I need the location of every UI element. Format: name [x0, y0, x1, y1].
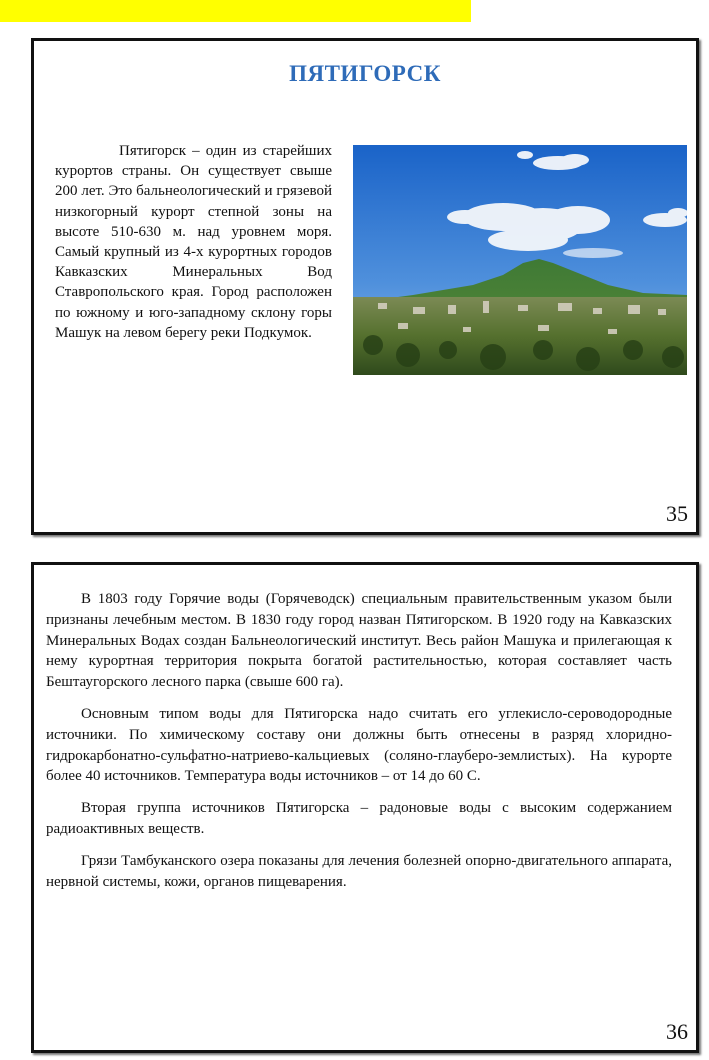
page-number: 36 [666, 1019, 688, 1044]
mountain-town-photo [353, 145, 687, 375]
page-number: 35 [666, 501, 688, 526]
slide-title: ПЯТИГОРСК [289, 61, 441, 86]
yellow-highlight-bar [0, 0, 471, 22]
slide-body [46, 589, 672, 903]
slide-35 [31, 38, 699, 535]
mud-paragraph: Грязи Тамбуканского озера показаны для лечения болезней опорно-двигательного аппарата, нервной системы, кожи, органов пищеварения. [46, 852, 672, 890]
water-type-paragraph: Основным типом воды для Пятигорска надо считать его углекисло-сероводородные источники. По химическому составу они должны быть отнесены в разряд хлоридно-гидрокарбонатно-сульфатно-натриево-кальциевых (соляно-глауберо-землистых). На курорте более 40 источников. Температура воды источников – от 14 до 60 С. [46, 705, 672, 785]
radon-paragraph: Вторая группа источников Пятигорска – радоновые воды с высоким содержанием радиоактивных веществ. [46, 800, 672, 837]
intro-paragraph: Пятигорск – один из старейших курортов страны. Он существует свыше 200 лет. Это бальнеологический и грязевой низкогорный курорт степной зоны на высоте 510-630 м. над уровнем моря. Самый крупный из 4-х курортных городов Кавказских Минеральных Вод Ставропольского края. Город расположен по южному и юго-западному склону горы Машук на левом берегу реки Подкумок. [55, 143, 332, 341]
slide-36 [31, 562, 699, 1053]
history-paragraph: В 1803 году Горячие воды (Горячеводск) специальным правительственным указом были признаны лечебным местом. В 1830 году город назван Пятигорском. В 1920 году на Кавказских Минеральных Водах создан Бальнеологический институт. Весь район Машука и прилегающая к нему курортная территория покрыта богатой растительностью, которая составляет часть Бештаугорского лесного парка (свыше 600 га). [46, 591, 672, 691]
